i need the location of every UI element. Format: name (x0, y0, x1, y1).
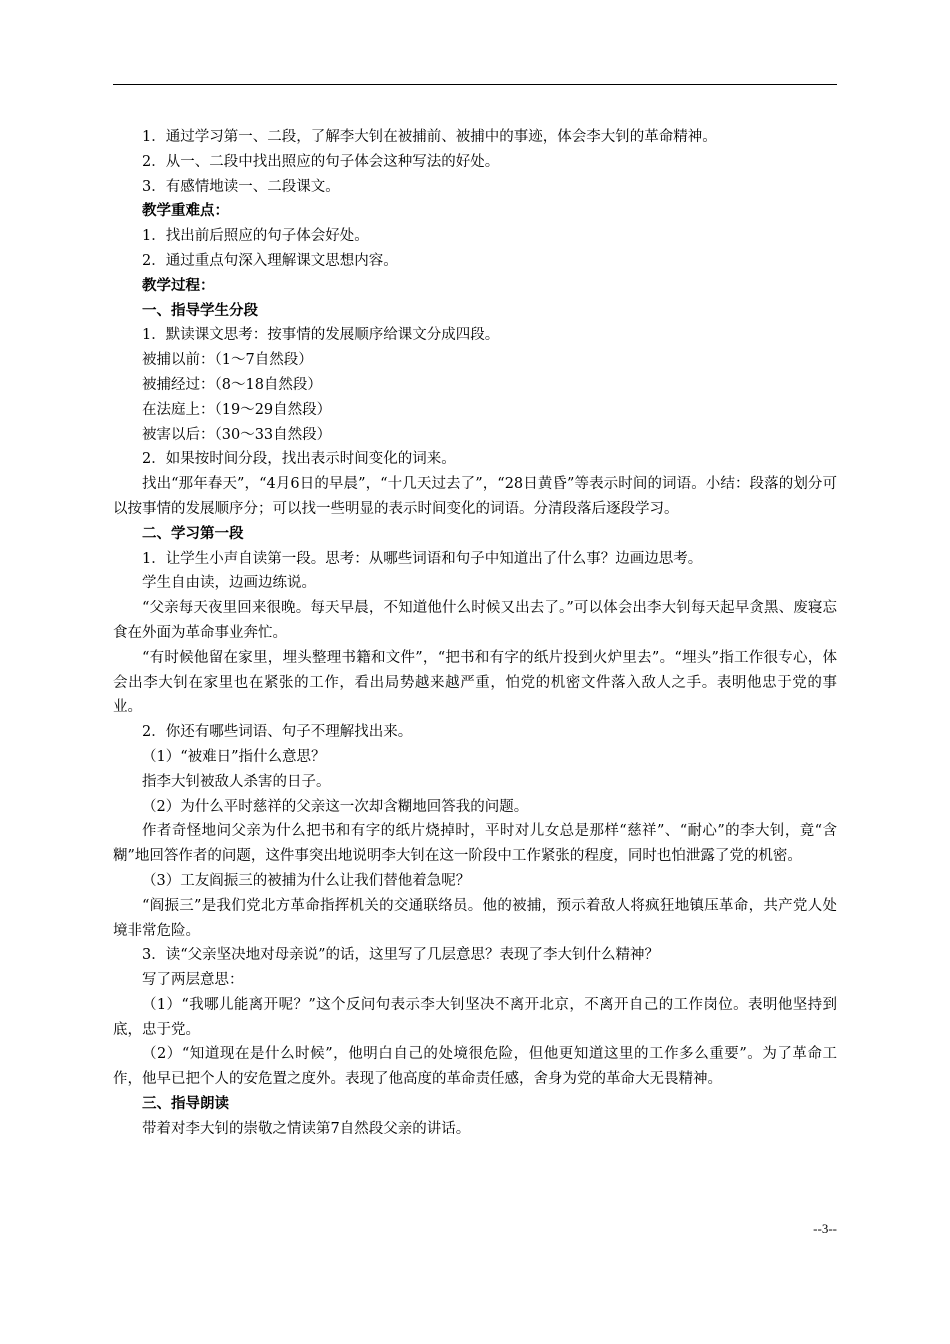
paragraph: （2）“知道现在是什么时候”，他明白自己的处境很危险，但他更知道这里的工作多么重要”。为了革命工作，他早已把个人的安危置之度外。表现了他高度的革命责任感，舍身为党的革命大无畏精神。 (113, 1046, 837, 1088)
header-rule (113, 84, 837, 85)
paragraph: 1．找出前后照应的句子体会好处。 (142, 228, 369, 245)
page-number: --3-- (813, 1221, 837, 1236)
paragraph: 带着对李大钊的崇敬之情读第7自然段父亲的讲话。 (142, 1120, 471, 1137)
paragraph: 2．如果按时间分段，找出表示时间变化的词来。 (142, 451, 456, 468)
paragraph: 被害以后：（30～33自然段） (142, 426, 332, 443)
paragraph: 找出“那年春天”，“4月6日的早晨”，“十几天过去了”，“28日黄昏”等表示时间的词语。小结：段落的划分可以按事情的发展顺序分；可以找一些明显的表示时间变化的词语。分清段落后逐段学习。 (113, 476, 837, 517)
paragraph: （1）“被难日”指什么意思？ (142, 748, 326, 765)
paragraph: “阎振三”是我们党北方革命指挥机关的交通联络员。他的被捕，预示着敌人将疯狂地镇压革命，共产党人处境非常危险。 (113, 897, 837, 939)
paragraph: 1．默读课文思考：按事情的发展顺序给课文分成四段。 (142, 327, 500, 344)
paragraph: 3．读“父亲坚决地对母亲说”的话，这里写了几层意思？表现了李大钊什么精神？ (142, 947, 660, 964)
section-heading: 教学重难点： (142, 202, 229, 220)
paragraph: 在法庭上：（19～29自然段） (142, 401, 332, 418)
paragraph: 学生自由读，边画边练说。 (142, 575, 316, 592)
paragraph: 写了两层意思： (142, 972, 244, 989)
section-heading: 二、学习第一段 (142, 524, 244, 542)
paragraph: （3）工友阎振三的被捕为什么让我们替他着急呢？ (142, 872, 471, 889)
section-heading: 三、指导朗读 (142, 1095, 229, 1113)
paragraph: 3．有感情地读一、二段课文。 (142, 178, 340, 195)
paragraph: 2．通过重点句深入理解课文思想内容。 (142, 252, 398, 269)
paragraph: 1．让学生小声自读第一段。思考：从哪些词语和句子中知道出了什么事？边画边思考。 (142, 550, 703, 567)
paragraph: （1）“我哪儿能离开呢？”这个反问句表示李大钊坚决不离开北京，不离开自己的工作岗位。表明他坚持到底，忠于党。 (113, 996, 838, 1038)
paragraph: （2）为什么平时慈祥的父亲这一次却含糊地回答我的问题。 (142, 798, 529, 815)
section-heading: 教学过程： (142, 276, 215, 294)
paragraph: 被捕经过：（8～18自然段） (142, 376, 322, 393)
paragraph: “有时候他留在家里，埋头整理书籍和文件”，“把书和有字的纸片投到火炉里去”。“埋头”指工作很专心，体会出李大钊在家里也在紧张的工作，看出局势越来越严重，怕党的机密文件落入敌人之手。表明他忠于党的事业。 (113, 649, 837, 716)
paragraph: 指李大钊被敌人杀害的日子。 (142, 773, 331, 790)
paragraph: 被捕以前：（1～7自然段） (142, 352, 313, 369)
section-heading: 一、指导学生分段 (142, 301, 258, 319)
document-body (113, 125, 837, 1142)
paragraph: 2．从一、二段中找出照应的句子体会这种写法的好处。 (142, 153, 500, 170)
paragraph: 作者奇怪地问父亲为什么把书和有字的纸片烧掉时，平时对儿女总是那样“慈祥”、“耐心”的李大钊，竟“含糊”地回答作者的问题，这件事突出地说明李大钊在这一阶段中工作紧张的程度，同时也怕泄露了党的机密。 (113, 823, 837, 865)
paragraph: 2．你还有哪些词语、句子不理解找出来。 (142, 724, 413, 741)
paragraph: “父亲每天夜里回来很晚。每天早晨，不知道他什么时候又出去了。”可以体会出李大钊每天起早贪黑、废寝忘食在外面为革命事业奔忙。 (113, 600, 837, 641)
paragraph: 1．通过学习第一、二段，了解李大钊在被捕前、被捕中的事迹，体会李大钊的革命精神。 (142, 129, 717, 145)
